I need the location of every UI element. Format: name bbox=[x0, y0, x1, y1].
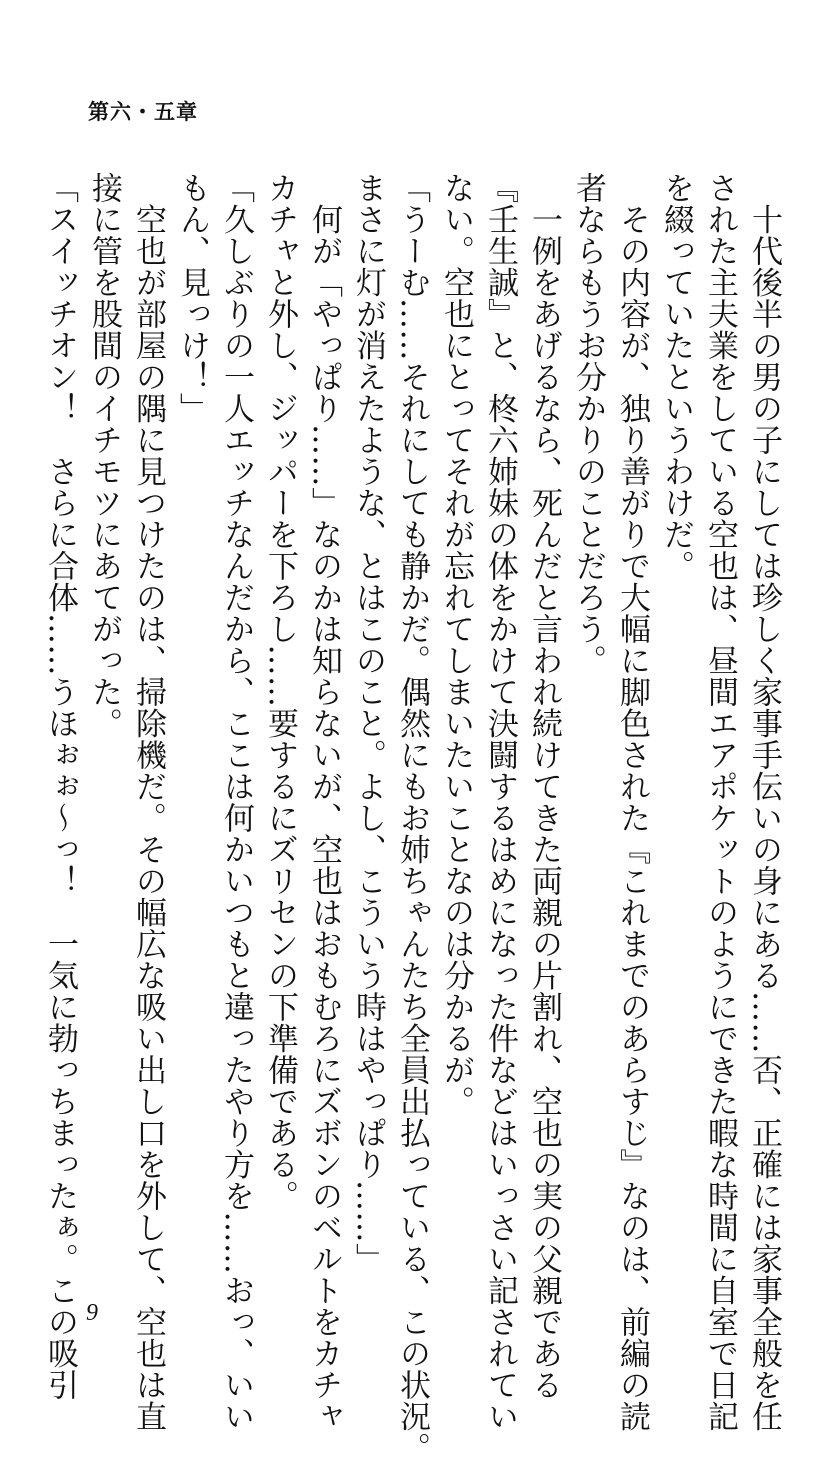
text-line: を綴っていたというわけだ。 bbox=[658, 172, 694, 582]
text-line: 「久しぶりの一人エッチなんだから、ここは何かいつもと違ったやり方を……おっ、いい bbox=[218, 172, 254, 1432]
chapter-title: 第六・五章 bbox=[88, 100, 198, 124]
text-line: 接に管を股間のイチモツにあてがった。 bbox=[86, 172, 122, 739]
page-number: 9 bbox=[86, 1300, 98, 1326]
text-line: 何が「やっぱり……」なのかは知らないが、空也はおもむろにズボンのベルトをカチャ bbox=[306, 172, 342, 1432]
text-line: 「うーむ……それにしても静かだ。偶然にもお姉ちゃんたち全員出払っている、この状況。 bbox=[394, 172, 430, 1464]
text-line: 『壬生誠』と、柊六姉妹の体をかけて決闘するはめになった件などはいっさい記されてい bbox=[482, 172, 518, 1432]
text-line: 一例をあげるなら、死んだと言われ続けてきた両親の片割れ、空也の実の父親である bbox=[526, 172, 562, 1401]
text-line: カチャと外し、ジッパーを下ろし……要するにズリセンの下準備である。 bbox=[262, 172, 298, 1212]
text-line: まさに灯が消えたような、とはこのこと。よし、こういう時はやっぱり……」 bbox=[350, 172, 386, 1275]
text-line: その内容が、独り善がりで大幅に脚色された『これまでのあらすじ』なのは、前編の読 bbox=[614, 172, 650, 1432]
text-line: 十代後半の男の子にしては珍しく家事手伝いの身にある……否、正確には家事全般を任 bbox=[746, 172, 782, 1432]
text-line: 「スイッチオン！ さらに合体……うほぉぉ～っ！ 一気に勃っちまったぁ。この吸引 bbox=[42, 172, 78, 1401]
text-line: もん、見っけ！」 bbox=[174, 172, 210, 424]
text-line: 空也が部屋の隅に見つけたのは、掃除機だ。その幅広な吸い出し口を外して、空也は直 bbox=[130, 172, 166, 1432]
text-line: ない。空也にとってそれが忘れてしまいたいことなのは分かるが。 bbox=[438, 172, 474, 1117]
text-line: された主夫業をしている空也は、昼間エアポケットのようにできた暇な時間に自室で日記 bbox=[702, 172, 738, 1432]
text-line: 者ならもうお分かりのことだろう。 bbox=[570, 172, 606, 676]
body-text bbox=[38, 172, 786, 1464]
